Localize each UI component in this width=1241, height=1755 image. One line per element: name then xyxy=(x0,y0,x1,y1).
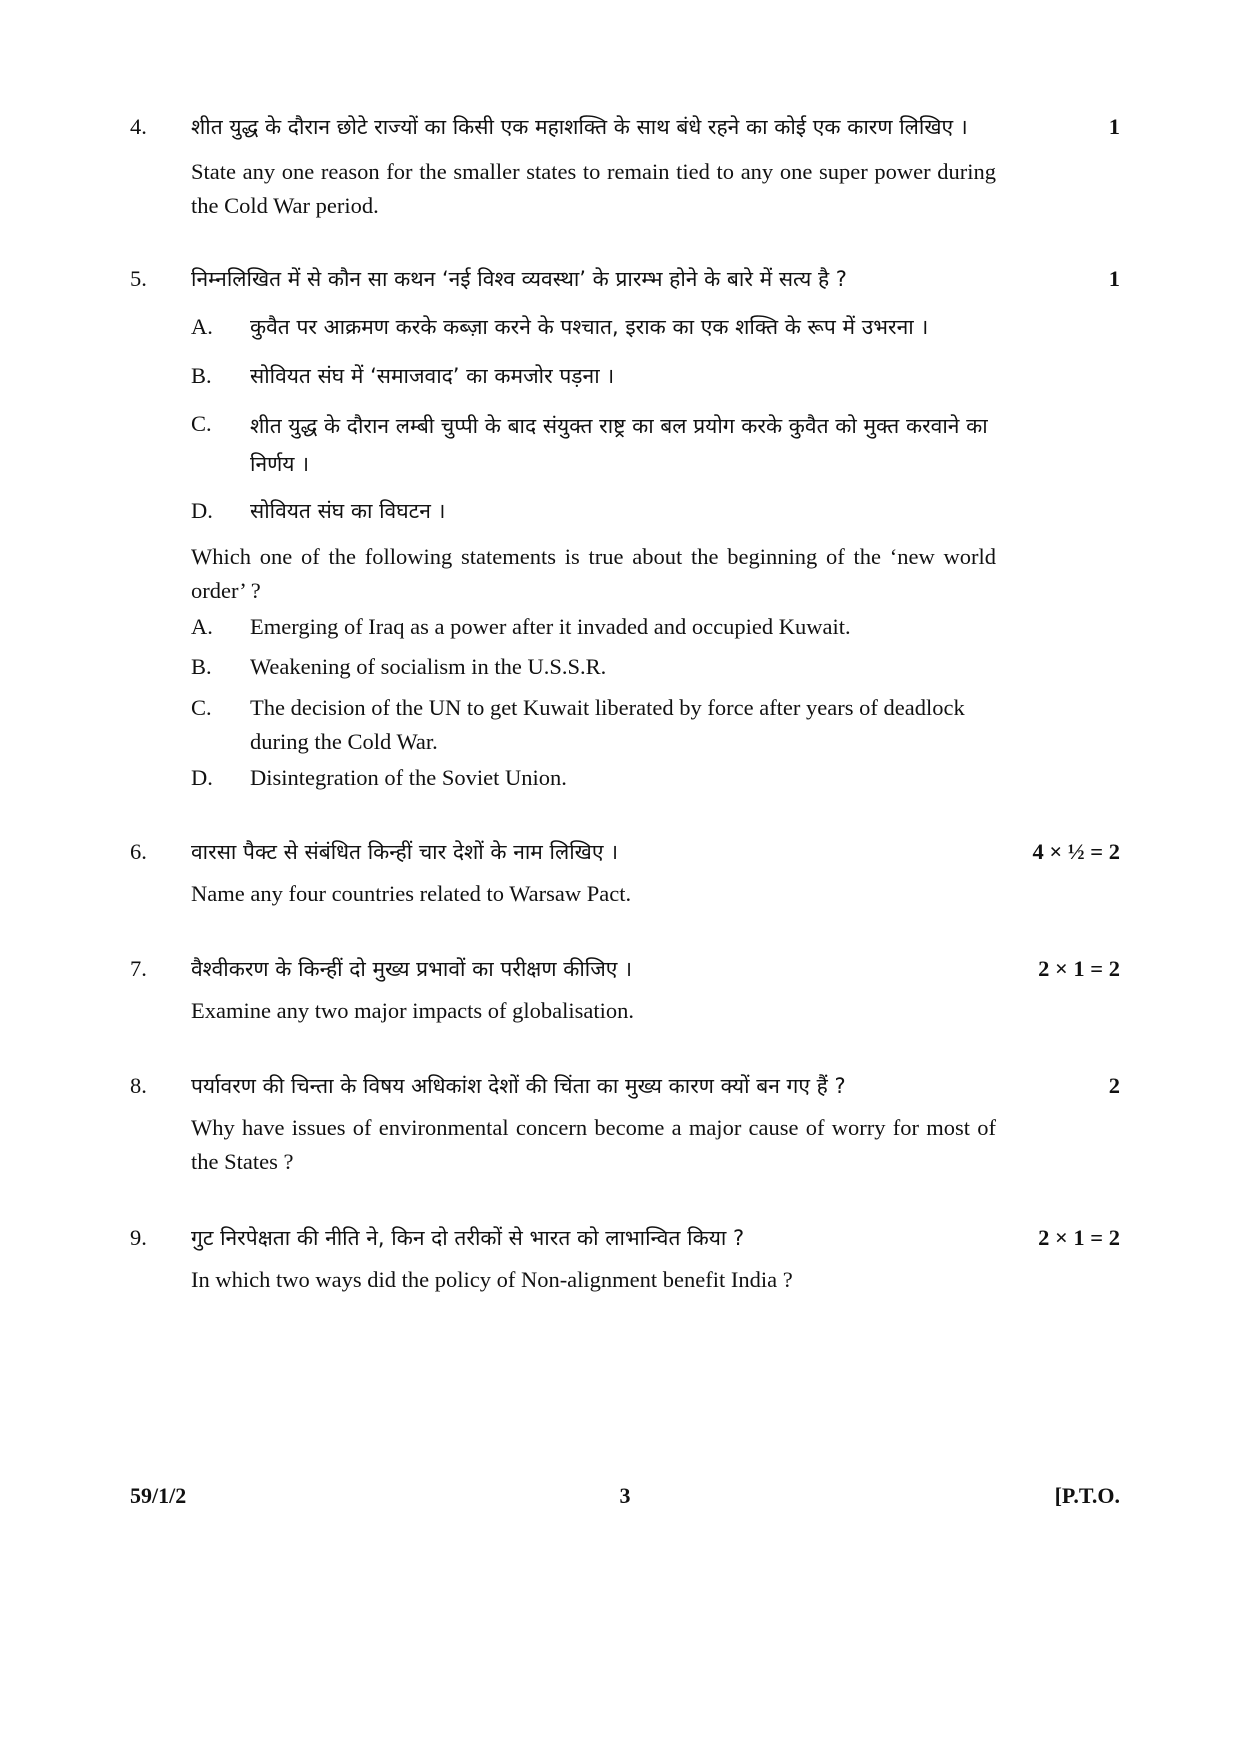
question-text-english: Examine any two major impacts of globalisation. xyxy=(191,998,635,1023)
option-text: Disintegration of the Soviet Union. xyxy=(250,765,567,790)
question-number: 7. xyxy=(130,956,147,981)
question-text-hindi: वैश्वीकरण के किन्हीं दो मुख्य प्रभावों का परीक्षण कीजिए । xyxy=(191,957,633,981)
option-text: सोवियत संघ का विघटन । xyxy=(250,499,446,523)
question-text-hindi: वारसा पैक्ट से संबंधित किन्हीं चार देशों के नाम लिखिए । xyxy=(191,840,619,864)
question-number: 9. xyxy=(130,1225,147,1250)
option-label: B. xyxy=(191,363,212,388)
option-text: The decision of the UN to get Kuwait liberated by force after years of deadlock during the Cold War. xyxy=(250,695,965,754)
question-number: 4. xyxy=(130,114,147,139)
question-text-hindi: शीत युद्ध के दौरान छोटे राज्यों का किसी एक महाशक्ति के साथ बंधे रहने का कोई एक कारण लिखिए । xyxy=(191,115,968,139)
option-label: C. xyxy=(191,695,212,720)
question-text-hindi: गुट निरपेक्षता की नीति ने, किन दो तरीकों से भारत को लाभान्वित किया ? xyxy=(191,1226,745,1250)
question-text-english: Which one of the following statements is true about the beginning of the ‘new world order’ ? xyxy=(191,544,996,603)
question-text-english: State any one reason for the smaller states to remain tied to any one super power during the Cold War period. xyxy=(191,159,996,218)
option-label: A. xyxy=(191,614,213,639)
page-footer xyxy=(130,1483,1120,1517)
question-text-hindi: पर्यावरण की चिन्ता के विषय अधिकांश देशों की चिंता का मुख्य कारण क्यों बन गए हैं ? xyxy=(191,1074,846,1098)
question-number: 8. xyxy=(130,1073,147,1098)
option-label: C. xyxy=(191,411,212,436)
pto-label: [P.T.O. xyxy=(1054,1483,1120,1508)
question-marks: 1 xyxy=(1108,114,1120,139)
question-marks: 2 xyxy=(1108,1073,1120,1098)
option-text: कुवैत पर आक्रमण करके कब्ज़ा करने के पश्चात, इराक का एक शक्ति के रूप में उभरना । xyxy=(250,315,929,339)
option-label: D. xyxy=(191,765,213,790)
option-text: शीत युद्ध के दौरान लम्बी चुप्पी के बाद संयुक्त राष्ट्र का बल प्रयोग करके कुवैत को मुक्त करवाने का निर्णय । xyxy=(250,414,988,476)
option-label: B. xyxy=(191,654,212,679)
question-number: 6. xyxy=(130,839,147,864)
question-marks: 2 × 1 = 2 xyxy=(1038,1225,1120,1250)
question-marks: 4 × ½ = 2 xyxy=(1032,839,1120,864)
question-text-english: In which two ways did the policy of Non-alignment benefit India ? xyxy=(191,1267,793,1292)
option-text: Emerging of Iraq as a power after it invaded and occupied Kuwait. xyxy=(250,614,851,639)
question-text-english: Why have issues of environmental concern become a major cause of worry for most of the States ? xyxy=(191,1115,996,1174)
question-number: 5. xyxy=(130,266,147,291)
question-marks: 1 xyxy=(1108,266,1120,291)
option-label: A. xyxy=(191,314,213,339)
page-number: 3 xyxy=(619,1483,631,1508)
option-text: Weakening of socialism in the U.S.S.R. xyxy=(250,654,607,679)
option-text: सोवियत संघ में ‘समाजवाद’ का कमजोर पड़ना । xyxy=(250,364,615,388)
question-text-english: Name any four countries related to Warsaw Pact. xyxy=(191,881,632,906)
paper-code: 59/1/2 xyxy=(130,1483,187,1508)
question-text-hindi: निम्नलिखित में से कौन सा कथन ‘नई विश्व व्यवस्था’ के प्रारम्भ होने के बारे में सत्य है ? xyxy=(191,267,847,291)
question-marks: 2 × 1 = 2 xyxy=(1038,956,1120,981)
option-label: D. xyxy=(191,498,213,523)
